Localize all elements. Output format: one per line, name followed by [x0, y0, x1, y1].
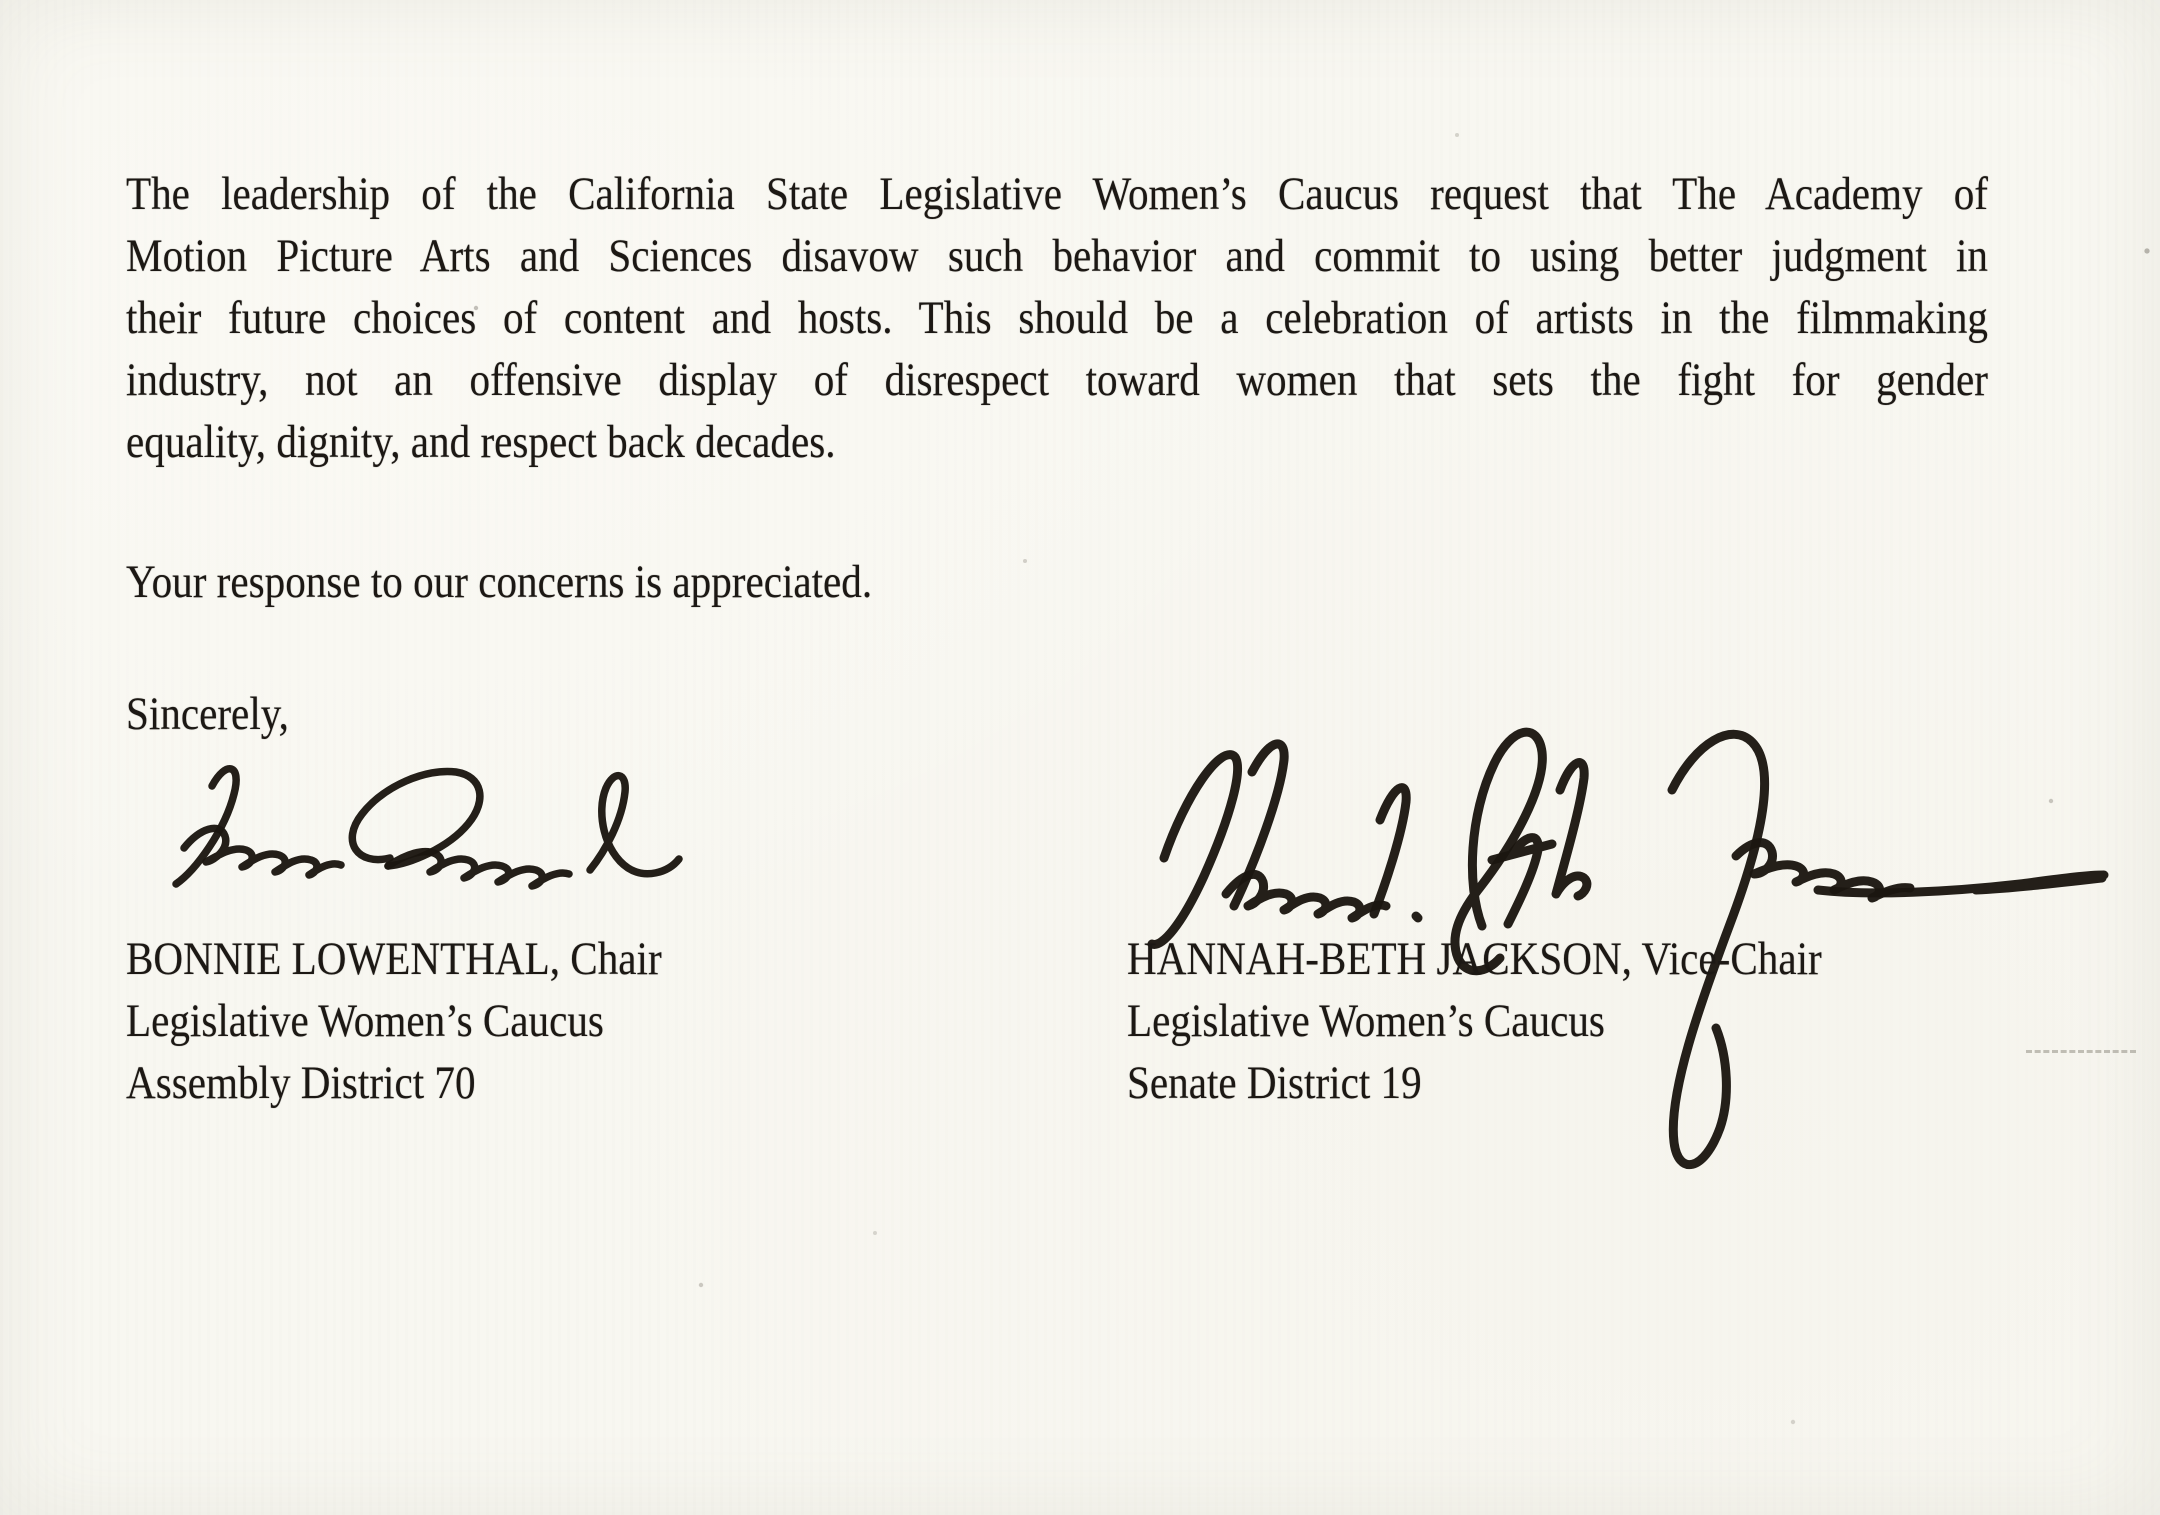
scan-artifact-specks: [0, 0, 2, 2]
signature-stroke: [1152, 755, 1238, 945]
body-line-5: equality, dignity, and respect back decades.: [126, 416, 836, 468]
signature-stroke: [1416, 916, 1418, 918]
bonnie-lowenthal-signature: [128, 752, 693, 902]
left-signer-organization: Legislative Women’s Caucus: [126, 995, 604, 1047]
body-line-2: Motion Picture Arts and Sciences disavow such behavior and commit to using better judgment in: [126, 230, 1988, 282]
body-line-1: The leadership of the California State Legislative Women’s Caucus request that The Academy of: [126, 168, 1988, 220]
left-signer-name-title: BONNIE LOWENTHAL, Chair: [126, 933, 662, 985]
left-signer-district: Assembly District 70: [126, 1057, 476, 1109]
right-signer-organization: Legislative Women’s Caucus: [1127, 995, 1605, 1047]
left-signer-block: [126, 928, 662, 1114]
body-line-3: their future choices of content and hosts. This should be a celebration of artists in the filmmaking: [126, 292, 1988, 344]
salutation: Sincerely,: [126, 688, 289, 740]
scan-artifact-dashed-line: [2026, 1050, 2136, 1053]
right-signer-block: [1127, 928, 1822, 1114]
signature-stroke: [1374, 788, 1406, 914]
signature-stroke: [388, 852, 569, 886]
body-paragraph: [126, 163, 1988, 473]
body-line-4: industry, not an offensive display of disrespect toward women that sets the fight for gender: [126, 354, 1988, 406]
signature-stroke: [590, 776, 679, 874]
right-signer-name-title: HANNAH-BETH JACKSON, Vice-Chair: [1127, 933, 1822, 985]
right-signer-district: Senate District 19: [1127, 1057, 1422, 1109]
response-line: Your response to our concerns is appreciated.: [126, 556, 873, 608]
